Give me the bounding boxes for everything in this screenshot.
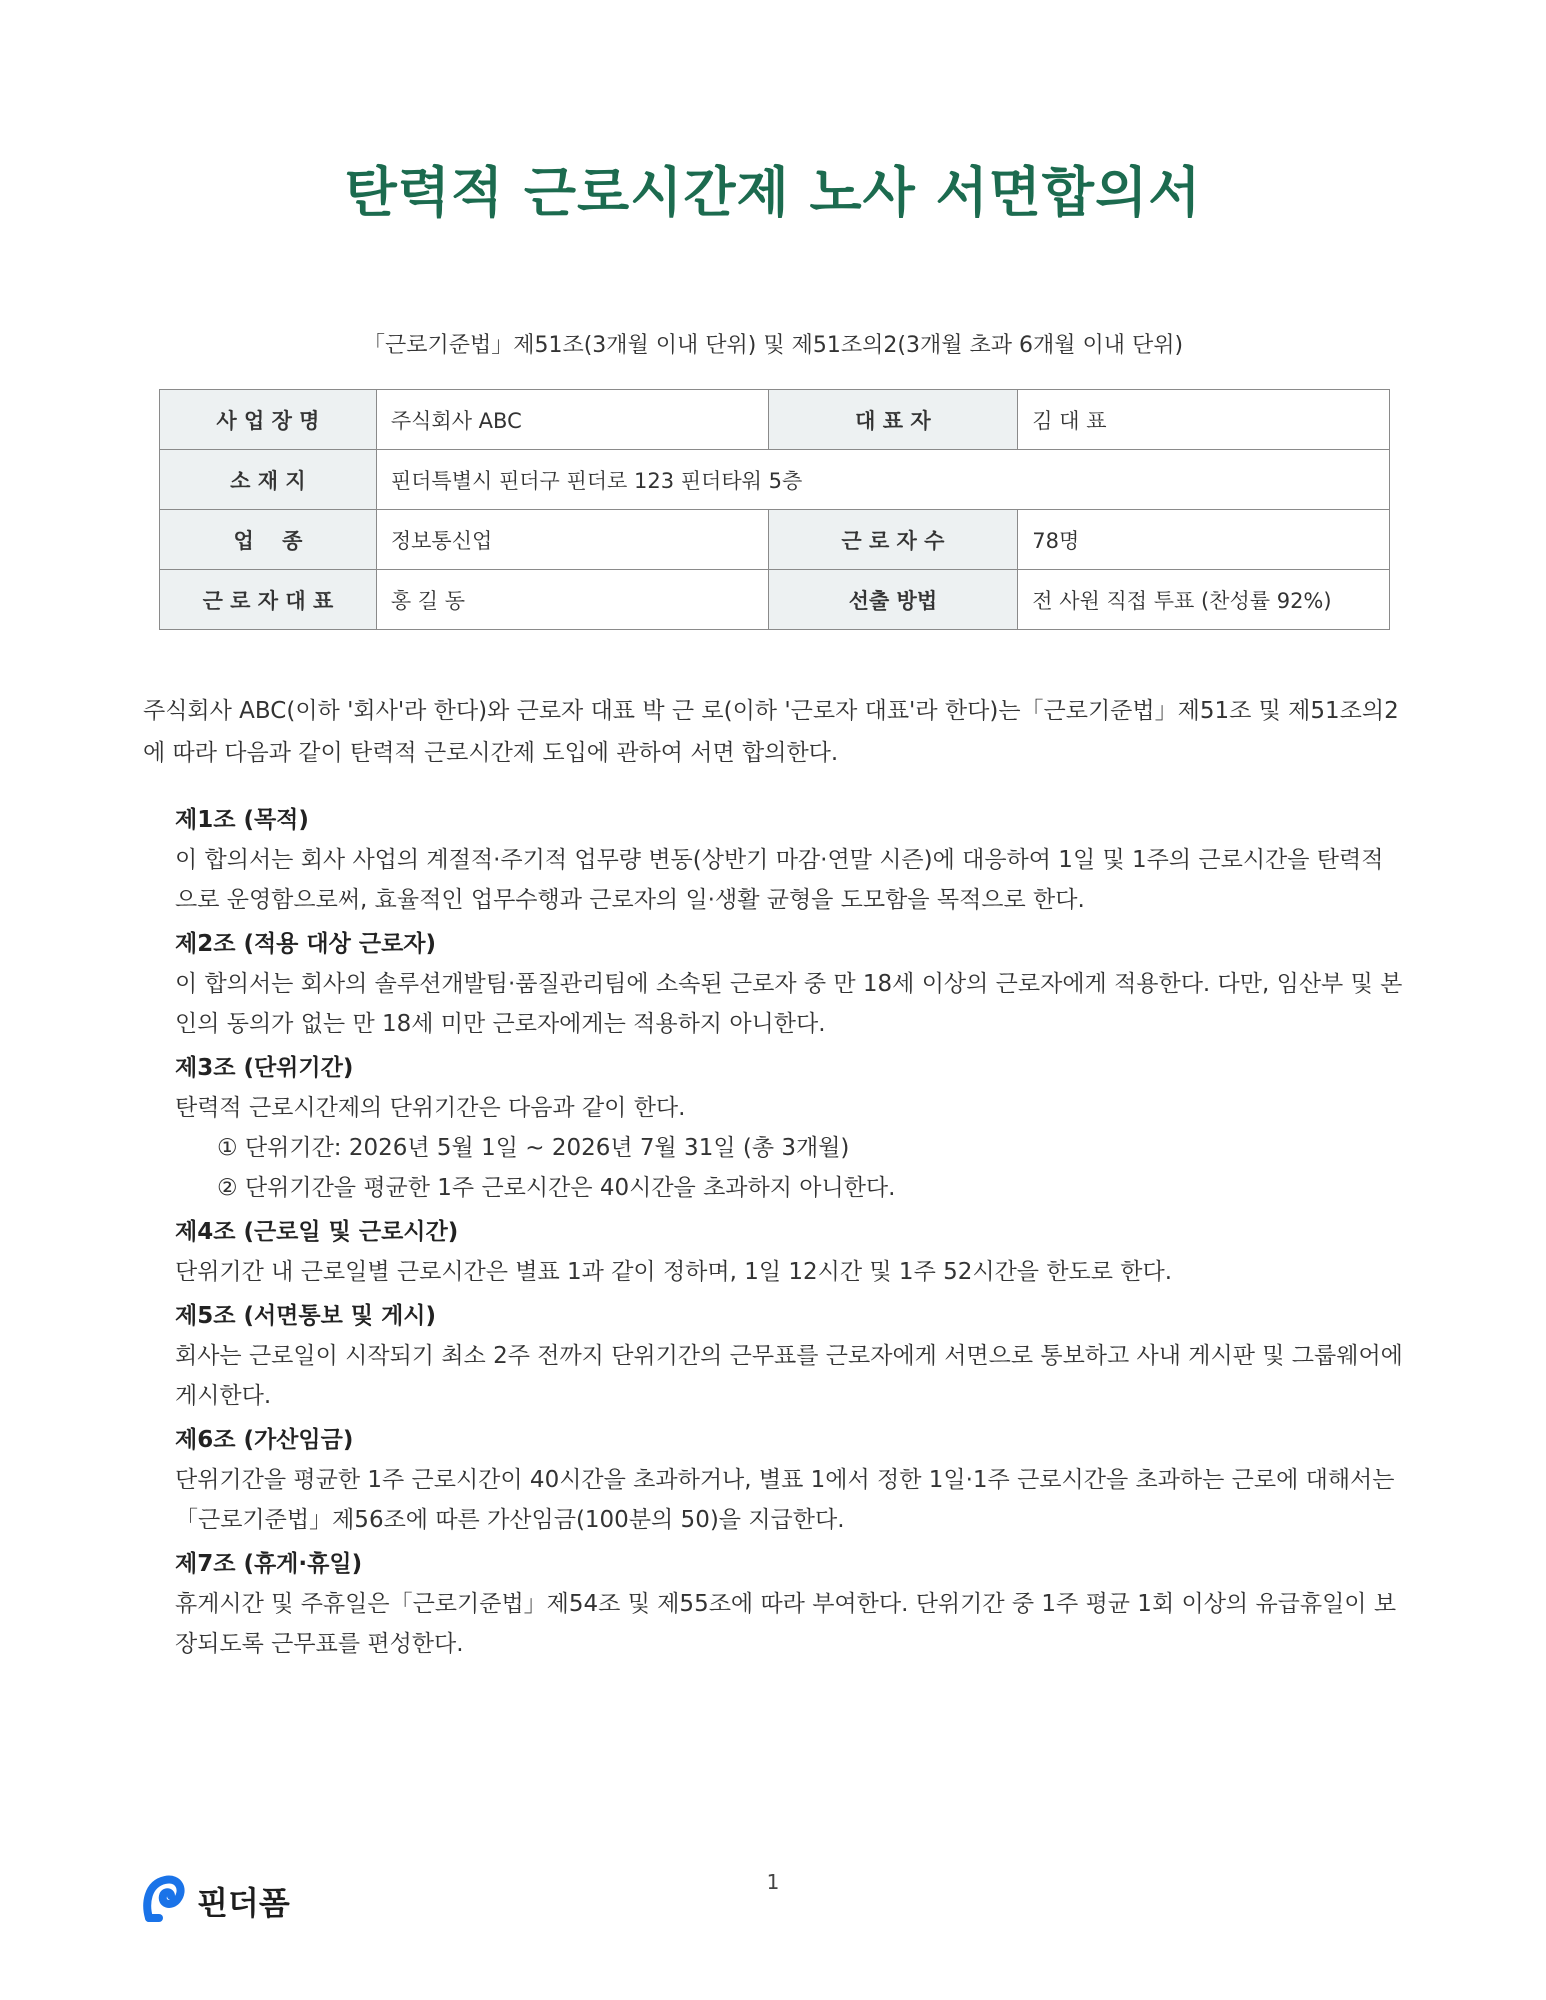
article-heading: 제5조 (서면통보 및 게시): [175, 1303, 437, 1329]
article-heading: 제3조 (단위기간): [175, 1055, 354, 1081]
table-row: [160, 390, 1390, 450]
brand-logo: [141, 1874, 290, 1928]
logo-text: 핀더폼: [197, 1884, 290, 1922]
article-body: 이 합의서는 회사 사업의 계절적·주기적 업무량 변동(상반기 마감·연말 시즌)에 대응하여 1일 및 1주의 근로시간을 탄력적으로 운영함으로써, 효율적인 업무수행과 근로자의 일·생활 균형을 도모함을 목적으로 한다.: [175, 847, 1384, 913]
address-value: 핀더특별시 핀더구 핀더로 123 핀더타워 5층: [376, 450, 1389, 510]
article-heading: 제4조 (근로일 및 근로시간): [175, 1219, 459, 1245]
workers-label: 근 로 자 수: [768, 510, 1018, 570]
article-heading: 제7조 (휴게·휴일): [175, 1551, 363, 1577]
ceo-value: 김 대 표: [1018, 390, 1390, 450]
article-body: 단위기간 내 근로일별 근로시간은 별표 1과 같이 정하며, 1일 12시간 및 1주 52시간을 한도로 한다.: [175, 1259, 1173, 1285]
table-row: [160, 510, 1390, 570]
document-title: 탄력적 근로시간제 노사 서면합의서: [344, 161, 1202, 224]
table-row: [160, 450, 1390, 510]
article-body: 회사는 근로일이 시작되기 최소 2주 전까지 단위기간의 근무표를 근로자에게 서면으로 통보하고 사내 게시판 및 그룹웨어에 게시한다.: [175, 1343, 1403, 1409]
article-body: 단위기간을 평균한 1주 근로시간이 40시간을 초과하거나, 별표 1에서 정한 1일·1주 근로시간을 초과하는 근로에 대해서는「근로기준법」제56조에 따른 가산임금(100분의 50)을 지급한다.: [175, 1467, 1395, 1533]
article-heading: 제6조 (가산임금): [175, 1427, 354, 1453]
industry-label: 업 종: [160, 510, 377, 570]
ceo-label: 대 표 자: [768, 390, 1018, 450]
intro-paragraph: 주식회사 ABC(이하 '회사'라 한다)와 근로자 대표 박 근 로(이하 '근로자 대표'라 한다)는「근로기준법」제51조 및 제51조의2에 따라 다음과 같이 탄력적 근로시간제 도입에 관하여 서면 합의한다.: [143, 698, 1399, 766]
article-heading: 제1조 (목적): [175, 807, 309, 833]
articles-section: [175, 796, 1405, 1664]
article-4: [175, 1212, 1405, 1292]
workers-value: 78명: [1018, 510, 1390, 570]
article-heading: 제2조 (적용 대상 근로자): [175, 931, 437, 957]
page-number: 1: [766, 1870, 780, 1894]
finderform-logo-icon: [141, 1874, 187, 1928]
article-body: 휴게시간 및 주휴일은「근로기준법」제54조 및 제55조에 따라 부여한다. 단위기간 중 1주 평균 1회 이상의 유급휴일이 보장되도록 근무표를 편성한다.: [175, 1591, 1397, 1657]
article-1: [175, 800, 1405, 920]
article-6: [175, 1420, 1405, 1540]
industry-value: 정보통신업: [376, 510, 768, 570]
election-method-label: 선출 방법: [768, 570, 1018, 630]
article-5: [175, 1296, 1405, 1416]
article-3: [175, 1048, 1405, 1208]
worker-rep-value: 홍 길 동: [376, 570, 768, 630]
legal-basis-subtitle: 「근로기준법」제51조(3개월 이내 단위) 및 제51조의2(3개월 초과 6개월 이내 단위): [362, 333, 1184, 358]
article-7: [175, 1544, 1405, 1664]
election-method-value: 전 사원 직접 투표 (찬성률 92%): [1018, 570, 1390, 630]
workplace-value: 주식회사 ABC: [376, 390, 768, 450]
article-body: 탄력적 근로시간제의 단위기간은 다음과 같이 한다.: [175, 1095, 686, 1121]
article-2: [175, 924, 1405, 1044]
table-row: [160, 570, 1390, 630]
article-body: 이 합의서는 회사의 솔루션개발팀·품질관리팀에 소속된 근로자 중 만 18세 이상의 근로자에게 적용한다. 다만, 임산부 및 본인의 동의가 없는 만 18세 미만 근로자에게는 적용하지 아니한다.: [175, 971, 1403, 1037]
worker-rep-label: 근 로 자 대 표: [160, 570, 377, 630]
article-item: ② 단위기간을 평균한 1주 근로시간은 40시간을 초과하지 아니한다.: [217, 1175, 896, 1201]
article-item: ① 단위기간: 2026년 5월 1일 ~ 2026년 7월 31일 (총 3개월): [217, 1135, 850, 1161]
address-label: 소 재 지: [160, 450, 377, 510]
workplace-info-table: [159, 389, 1390, 630]
workplace-label: 사 업 장 명: [160, 390, 377, 450]
